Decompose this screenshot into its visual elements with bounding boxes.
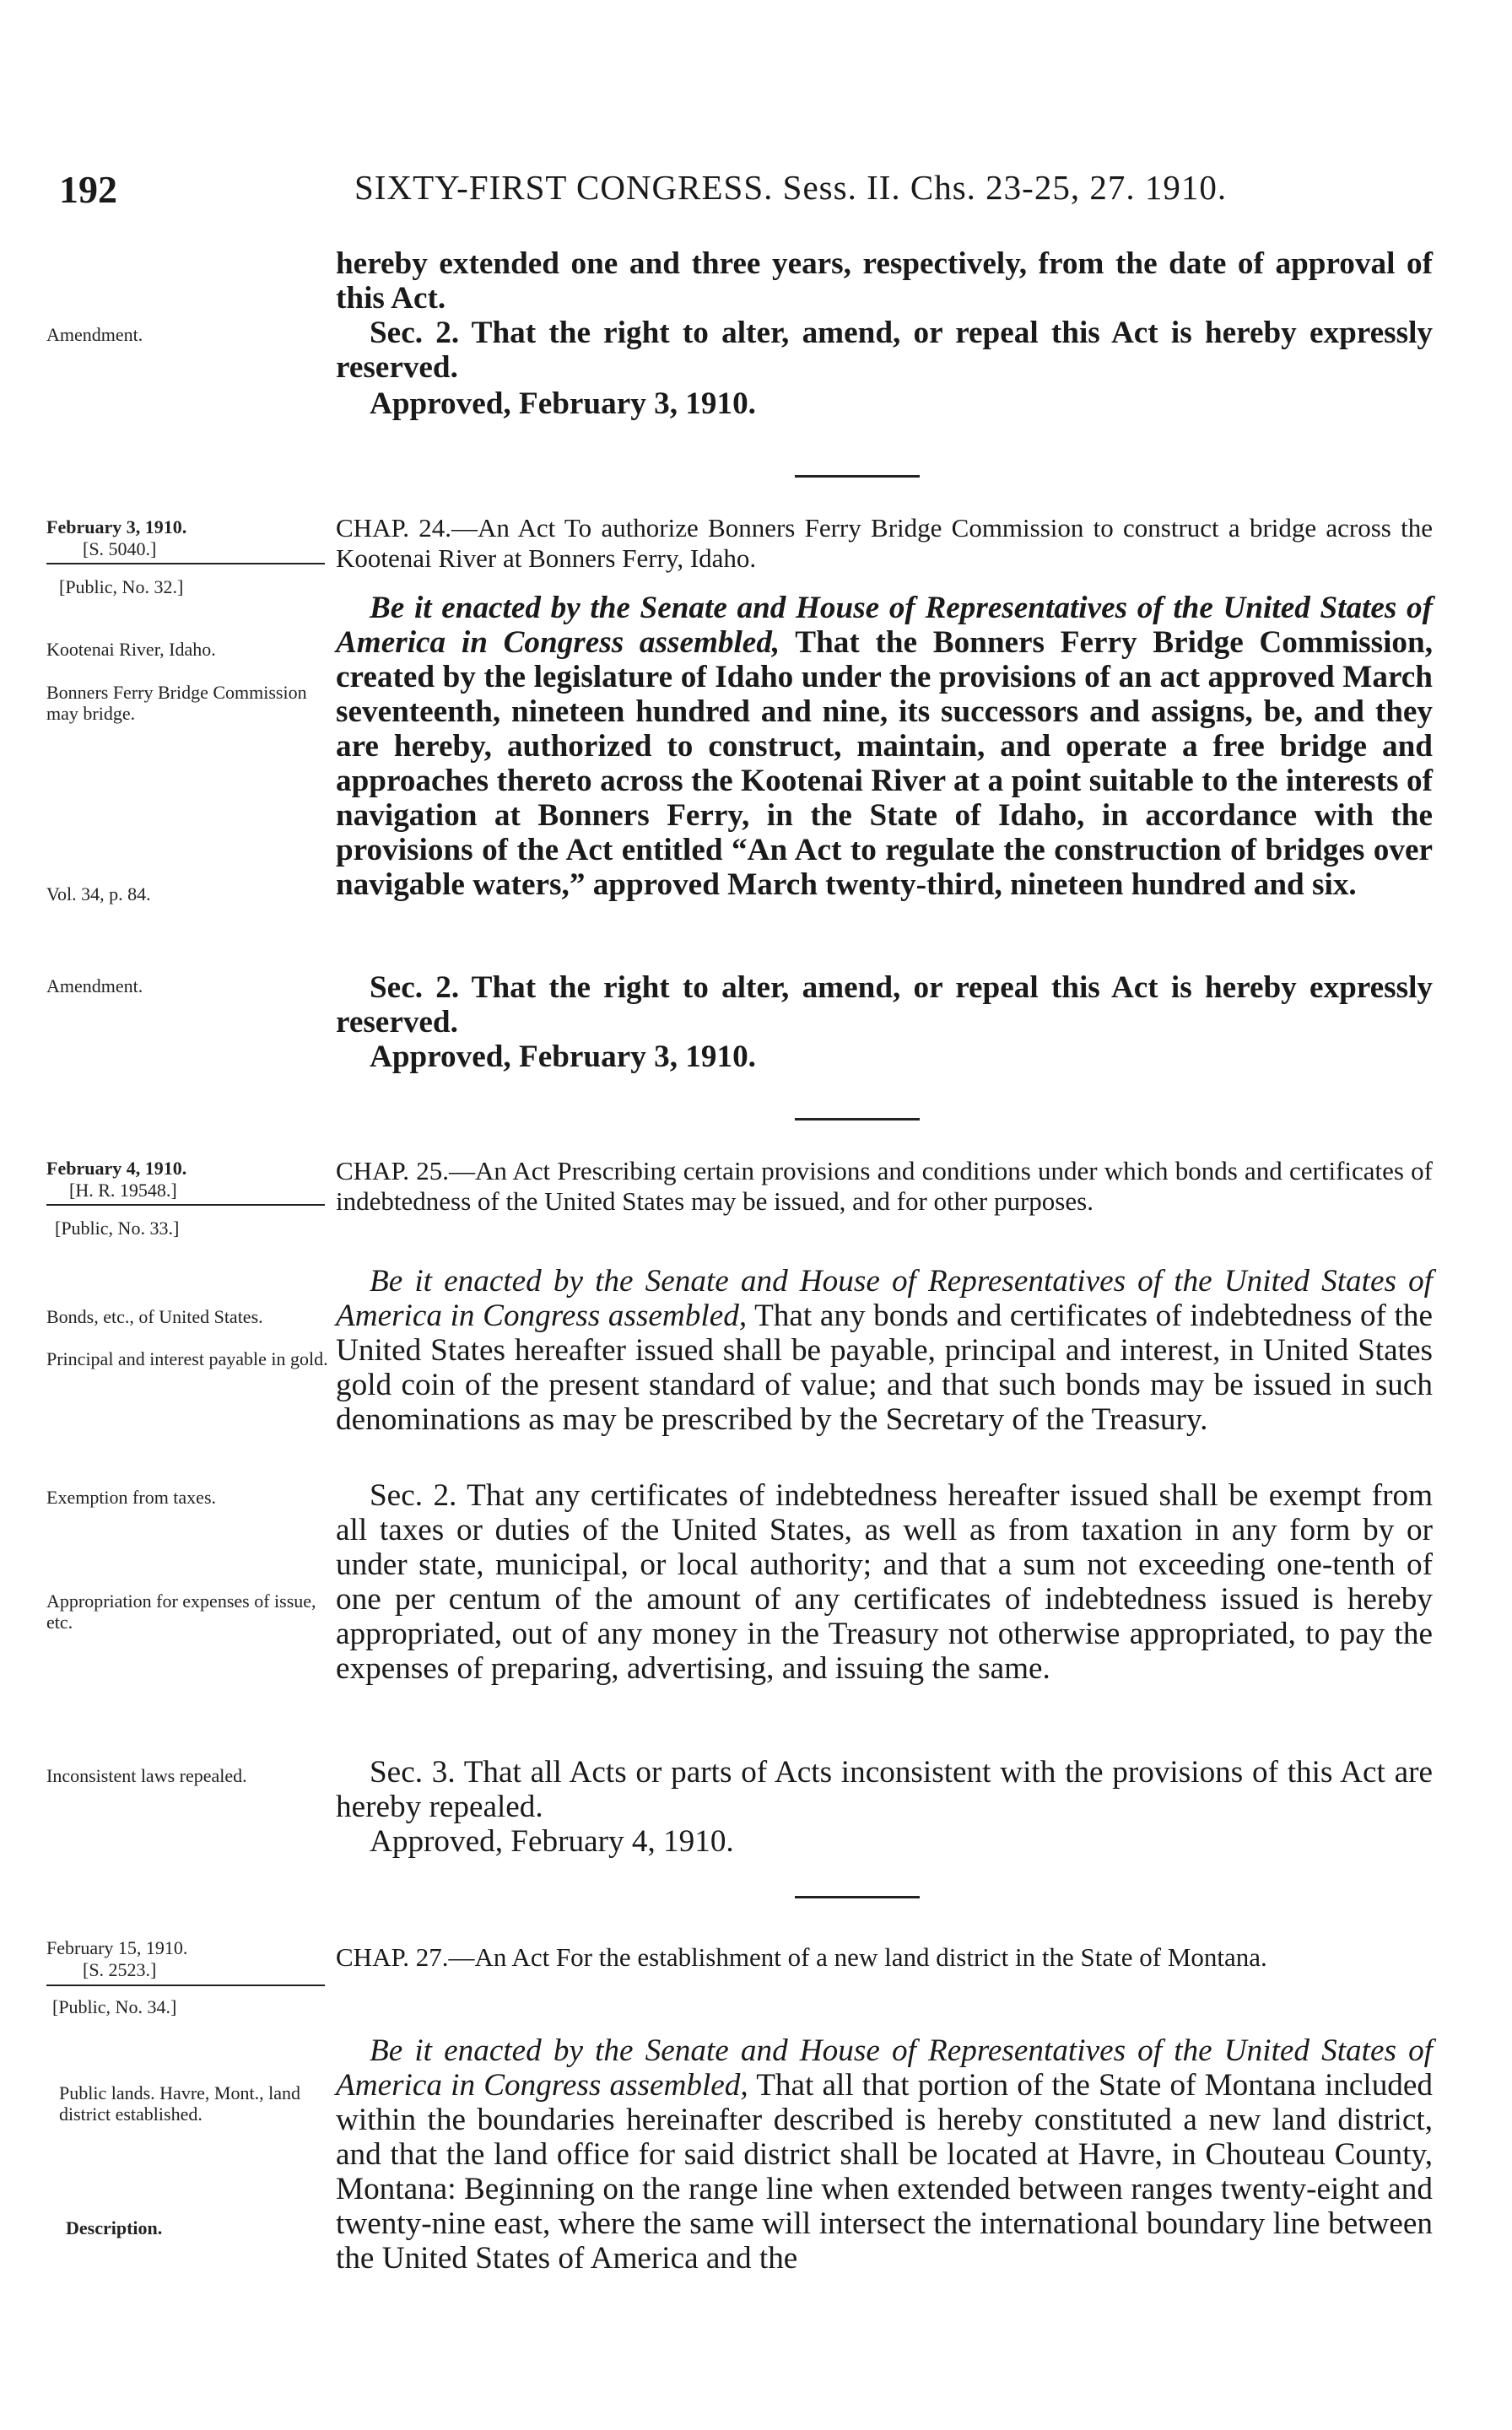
- chap25-margin-inconsistent: Inconsistent laws repealed.: [46, 1765, 247, 1786]
- chap24-bill: [S. 5040.]: [83, 538, 157, 559]
- chap24-enacting-clause: Be it enacted by the Senate and House of Representatives of the United States of America in Congress assembled,: [336, 591, 1433, 660]
- chap27-body-text: That all that portion of the State of Montana included within the boundaries hereinafter described is hereby constituted a new land district, and that the land office for said district shall be located at Havre, in Chouteau County, Montana: Beginning on the range line when extended between ranges twenty-eight and twenty-nine east, where the same will intersect the international boundary line between the United States of America and the: [336, 2068, 1433, 2276]
- chap27-margin-description: Description.: [66, 2217, 163, 2238]
- chap27-date: February 15, 1910.: [46, 1937, 188, 1958]
- chap25-margin-principal: Principal and interest payable in gold.: [46, 1348, 328, 1369]
- continuation-text: hereby extended one and three years, respectively, from the date of approval of this Act.: [336, 246, 1433, 316]
- chap24-body-text: That the Bonners Ferry Bridge Commission, created by the legislature of Idaho under the provisions of an act approved March seventeenth, nineteen hundred and nine, its successors and assigns, be, and they are hereby, authorized to construct, maintain, and operate a free bridge and approaches thereto across the Kootenai River at a point suitable to the interests of navigation at Bonners Ferry, in the State of Idaho, in accordance with the provisions of the Act entitled “An Act to regulate the construction of bridges over navigable waters,” approved March twenty-third, nineteen hundred and six.: [336, 625, 1434, 902]
- chap27-body: [336, 2033, 1433, 2276]
- running-head: SIXTY-FIRST CONGRESS. Sess. II. Chs. 23-25, 27. 1910.: [354, 168, 1228, 207]
- chap24-margin-rule: [46, 563, 325, 564]
- chap27-public: [Public, No. 34.]: [52, 1996, 177, 2017]
- section-rule-1: [795, 475, 920, 478]
- chap24-sec2: Sec. 2. That the right to alter, amend, or repeal this Act is hereby expressly reserved.: [336, 970, 1433, 1040]
- chap24-public: [Public, No. 32.]: [59, 576, 184, 597]
- chap24-margin-vol: Vol. 34, p. 84.: [46, 883, 151, 904]
- chap27-title: CHAP. 27.—An Act For the establishment of a new land district in the State of Montana.: [336, 1942, 1267, 1972]
- page-header: [59, 167, 1443, 218]
- chap25-approved: Approved, February 4, 1910.: [370, 1824, 734, 1859]
- chap25-sec3: Sec. 3. That all Acts or parts of Acts inconsistent with the provisions of this Act are hereby repealed.: [336, 1755, 1433, 1824]
- chap24-body: [336, 591, 1433, 902]
- chap25-margin-rule: [46, 1204, 325, 1206]
- chap27-enacting-clause: Be it enacted by the Senate and House of Representatives of the United States of America in Congress assembled,: [336, 2033, 1433, 2103]
- chap24-margin-bonners: Bonners Ferry Bridge Commission may bridge.: [46, 682, 307, 724]
- chap25-sec2: Sec. 2. That any certificates of indebtedness hereafter issued shall be exempt from all taxes or duties of the United States, as well as from taxation in any form by or under state, municipal, or local authority; and that a sum not exceeding one-tenth of one per centum of the amount of any certificates of indebtedness issued is hereby appropriated, out of any money in the Treasury not otherwise appropriated, to pay the expenses of preparing, advertising, and issuing the same.: [336, 1478, 1433, 1686]
- block1-sec2: Sec. 2. That the right to alter, amend, or repeal this Act is hereby expressly reserved.: [336, 316, 1433, 385]
- chap25-enacting-clause: Be it enacted by the Senate and House of Representatives of the United States of America in Congress assembled,: [336, 1264, 1433, 1333]
- chap25-margin-bonds: Bonds, etc., of United States.: [46, 1306, 263, 1327]
- section-rule-3: [795, 1896, 920, 1898]
- chap24-margin-kootenai: Kootenai River, Idaho.: [46, 639, 216, 660]
- margin-amendment-1: Amendment.: [46, 324, 143, 345]
- block1-approved: Approved, February 3, 1910.: [370, 386, 756, 421]
- chap25-title: CHAP. 25.—An Act Prescribing certain provisions and conditions under which bonds and certificates of indebtedness of the United States may be issued, and for other purposes.: [336, 1156, 1433, 1216]
- chap25-body: [336, 1264, 1433, 1437]
- chap24-title: CHAP. 24.—An Act To authorize Bonners Ferry Bridge Commission to construct a bridge across the Kootenai River at Bonners Ferry, Idaho.: [336, 513, 1433, 573]
- chap25-bill: [H. R. 19548.]: [69, 1180, 177, 1201]
- chap25-body-text: That any bonds and certificates of indebtedness of the United States hereafter issued shall be payable, principal and interest, in United States gold coin of the present standard of value; and that such bonds may be issued in such denominations as may be prescribed by the Secretary of the Treasury.: [336, 1299, 1433, 1437]
- chap27-bill: [S. 2523.]: [83, 1959, 157, 1980]
- chap25-date: February 4, 1910.: [46, 1158, 187, 1179]
- chap24-margin-amendment: Amendment.: [46, 975, 143, 996]
- chap24-approved: Approved, February 3, 1910.: [370, 1040, 756, 1074]
- section-rule-2: [795, 1118, 920, 1120]
- chap27-margin-lands: Public lands. Havre, Mont., land district established.: [59, 2082, 300, 2125]
- page-number: 192: [59, 168, 117, 211]
- chap25-public: [Public, No. 33.]: [55, 1218, 180, 1239]
- chap25-margin-exemption: Exemption from taxes.: [46, 1487, 217, 1508]
- chap27-margin-rule: [46, 1984, 325, 1986]
- chap25-margin-appropriation: Appropriation for expenses of issue, etc.: [46, 1590, 316, 1633]
- chap24-date: February 3, 1910.: [46, 516, 187, 537]
